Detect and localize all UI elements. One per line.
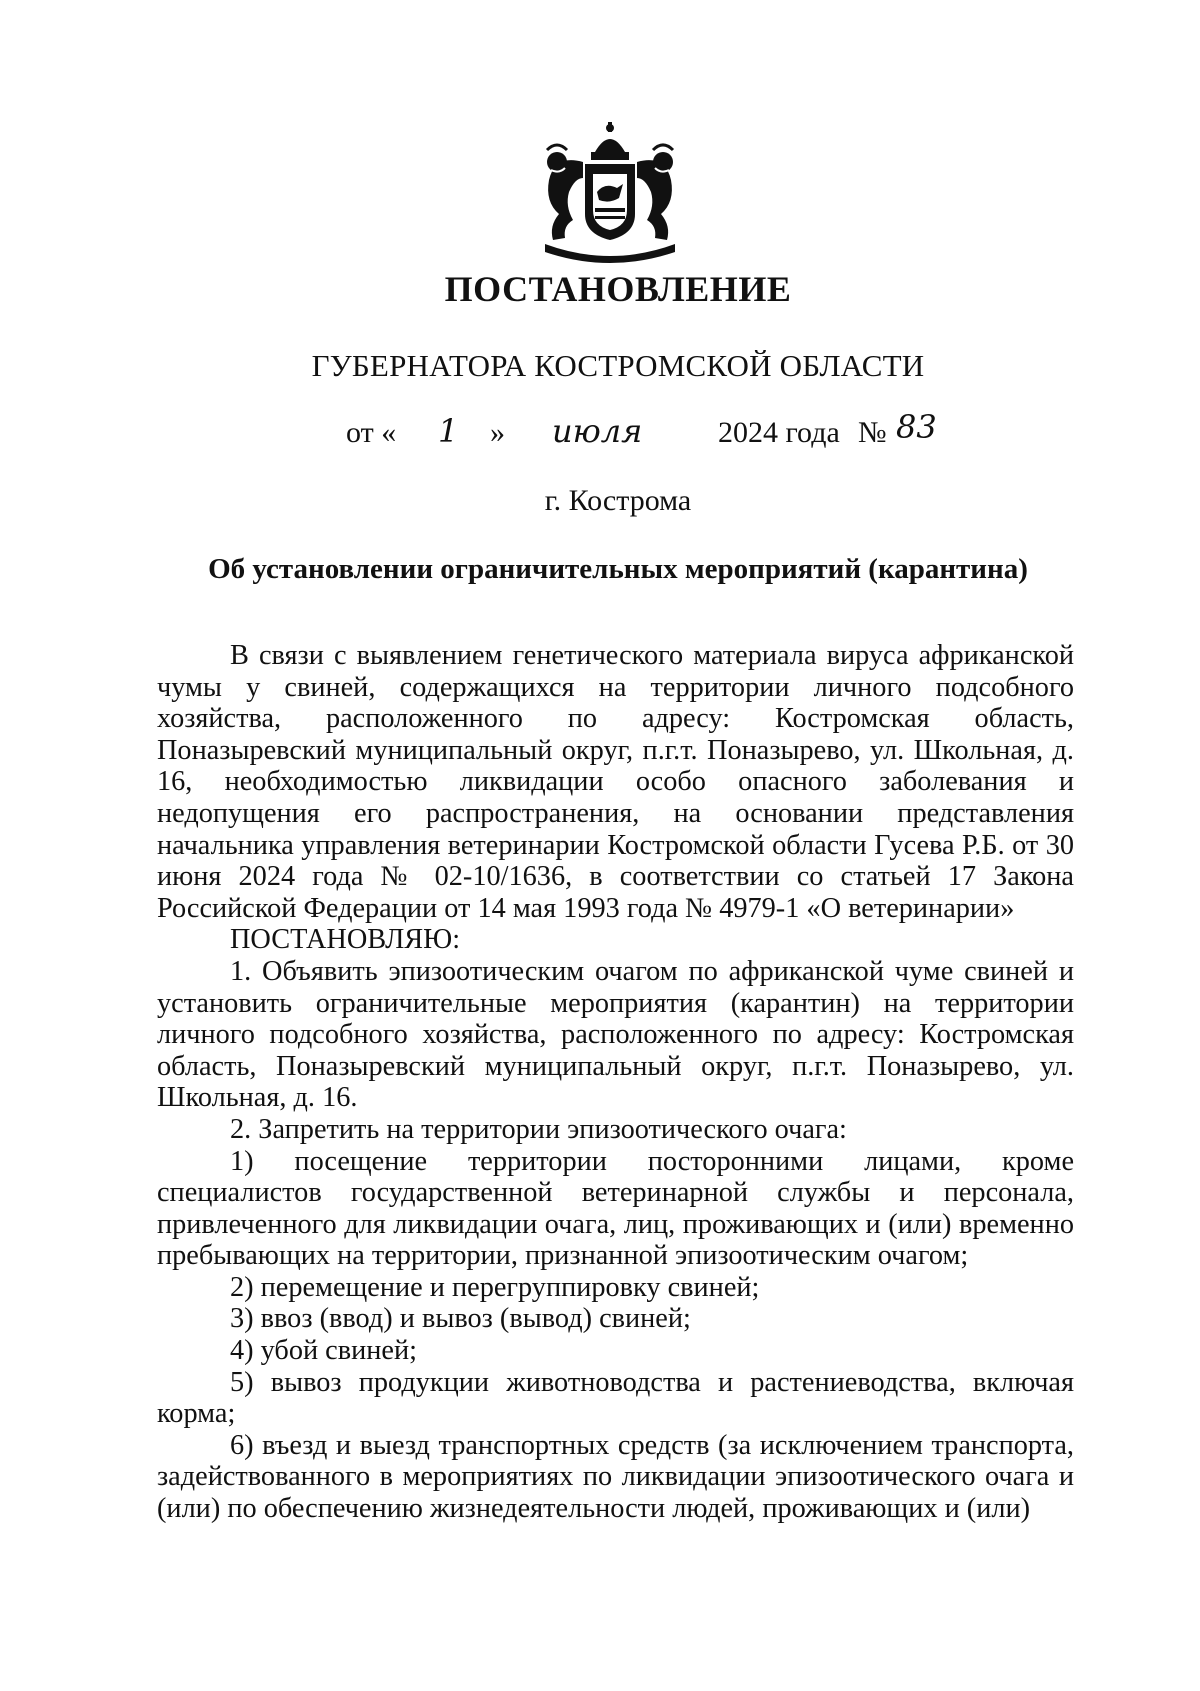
city-line: г. Кострома [544, 484, 692, 517]
subitem-4-paragraph: 4) убой свиней; [230, 1335, 417, 1367]
subitem-6-paragraph: 6) въезд и выезд транспортных средств (за исключением транспорта, задействованного в мероприятиях по ликвидации эпизоотического очага и (или) по обеспечению жизнедеятельности людей, проживающих и (или) [157, 1429, 1074, 1525]
item-1-paragraph: 1. Объявить эпизоотическим очагом по африканской чуме свиней и установить ограничительные мероприятия (карантин) на территории личного подсобного хозяйства, расположенного по адресу: Костромская область, Поназыревский муниципальный округ, п.г.т. Поназырево, ул. Школьная, д. 16. [157, 955, 1074, 1114]
subitem-2-paragraph: 2) перемещение и перегруппировку свиней; [230, 1271, 760, 1303]
date-day-close: » [490, 416, 505, 449]
number-handwritten: 83 [896, 408, 937, 446]
issuer-line: ГУБЕРНАТОРА КОСТРОМСКОЙ ОБЛАСТИ [311, 348, 925, 383]
number-label: № [858, 416, 887, 449]
subitem-3-paragraph: 3) ввоз (ввод) и вывоз (вывод) свиней; [230, 1303, 691, 1335]
date-prefix: от « [346, 416, 397, 449]
coat-of-arms-emblem [535, 122, 685, 264]
subitem-1-paragraph: 1) посещение территории посторонними лицами, кроме специалистов государственной ветеринарной службы и персонала, привлеченного для ликвидации очага, лиц, проживающих и (или) временно пребывающих на территории, признанной эпизоотическим очагом; [157, 1145, 1074, 1272]
document-heading: Об установлении ограничительных мероприятий (карантина) [208, 553, 1028, 585]
date-line [0, 408, 1200, 462]
date-month-handwritten: июля [552, 412, 643, 450]
document-body [157, 640, 1074, 1525]
document-title: ПОСТАНОВЛЕНИЕ [444, 269, 792, 309]
subitem-5-paragraph: 5) вывоз продукции животноводства и растениеводства, включая корма; [157, 1366, 1074, 1430]
item-2-paragraph: 2. Запретить на территории эпизоотического очага: [230, 1113, 847, 1145]
date-year: 2024 года [718, 416, 840, 449]
decree-word: ПОСТАНОВЛЯЮ: [230, 924, 461, 956]
date-day-handwritten: 1 [438, 412, 459, 450]
preamble-paragraph: В связи с выявлением генетического материала вируса африканской чумы у свиней, содержащихся на территории личного подсобного хозяйства, расположенного по адресу: Костромская область, Поназыревский муниципальный округ, п.г.т. Поназырево, ул. Школьная, д. 16, необходимостью ликвидации особо опасного заболевания и недопущения его распространения, на основании представления начальника управления ветеринарии Костромской области Гусева Р.Б. от 30 июня 2024 года № 02-10/1636, в соответствии со статьей 17 Закона Российской Федерации от 14 мая 1993 года № 4979-1 «О ветеринарии» [157, 640, 1074, 924]
